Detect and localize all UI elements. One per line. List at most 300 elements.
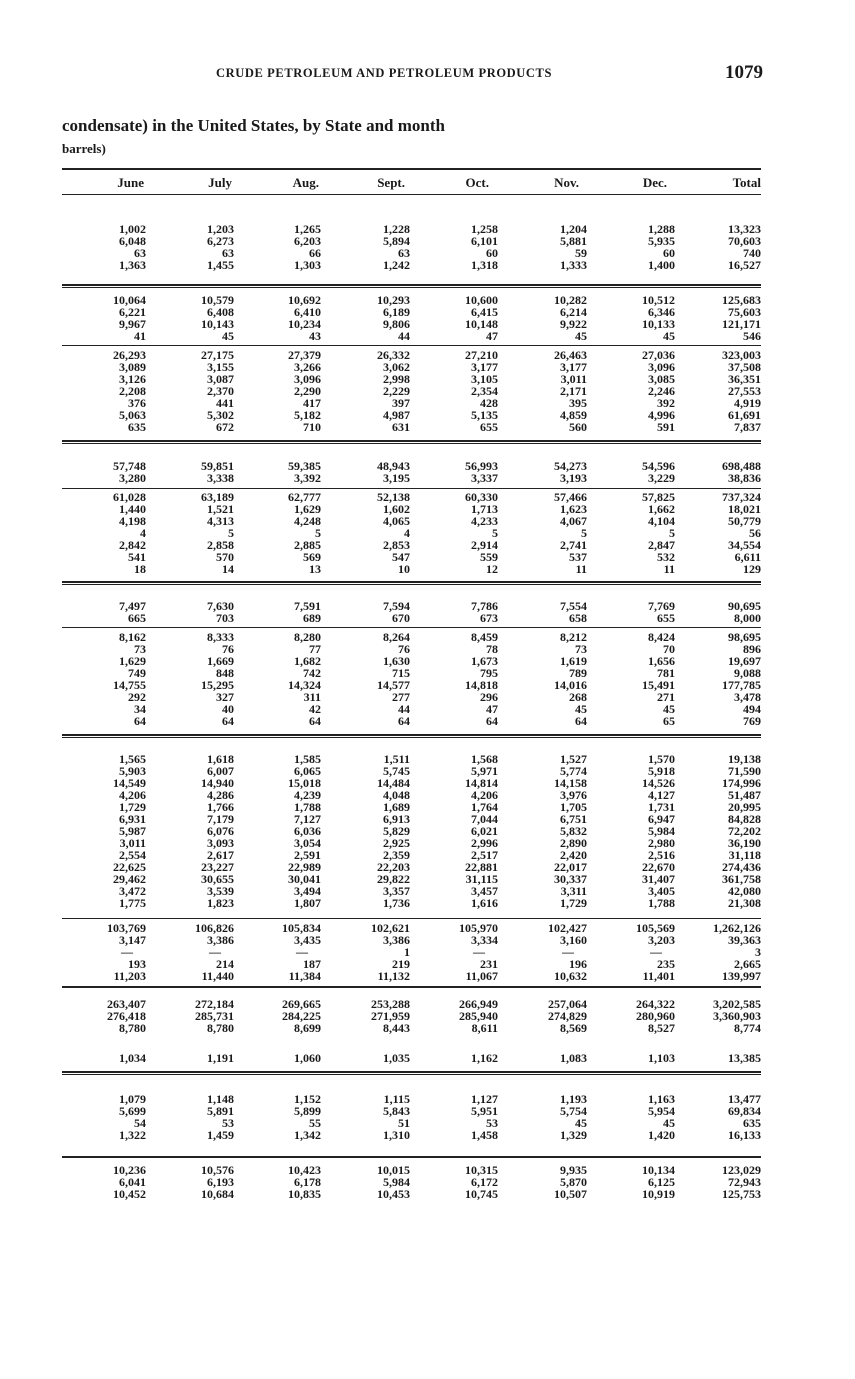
table-cell: 2,665 bbox=[734, 957, 761, 971]
table-cell: 6,021 bbox=[471, 824, 498, 838]
table-cell: 1,618 bbox=[207, 752, 234, 766]
table-cell: 53 bbox=[486, 1116, 498, 1130]
table-cell: 31,407 bbox=[642, 872, 675, 886]
table-cell: 10,600 bbox=[465, 293, 498, 307]
table-cell: 8,000 bbox=[734, 611, 761, 625]
table-cell: 2,246 bbox=[648, 384, 675, 398]
table-cell: 269,665 bbox=[282, 997, 321, 1011]
table-cell: 10,282 bbox=[554, 293, 587, 307]
table-cell: 6,203 bbox=[294, 234, 321, 248]
table-cell: 5,971 bbox=[471, 764, 498, 778]
section-rule bbox=[62, 345, 761, 346]
table-cell: 9,088 bbox=[734, 666, 761, 680]
section-rule bbox=[62, 627, 761, 628]
table-cell: 3,202,585 bbox=[713, 997, 761, 1011]
table-cell: 10,632 bbox=[554, 969, 587, 983]
table-cell: 673 bbox=[480, 611, 498, 625]
table-cell: 7,591 bbox=[294, 599, 321, 613]
table-cell: 13,385 bbox=[728, 1051, 761, 1065]
table-cell: 55 bbox=[309, 1116, 321, 1130]
table-row bbox=[62, 515, 761, 527]
table-cell: 7,837 bbox=[734, 420, 761, 434]
table-cell: 42,080 bbox=[728, 884, 761, 898]
table-cell: 3,105 bbox=[471, 372, 498, 386]
table-cell: 789 bbox=[569, 666, 587, 680]
table-cell: 8,212 bbox=[560, 630, 587, 644]
table-cell: 1,570 bbox=[648, 752, 675, 766]
table-cell: 3,085 bbox=[648, 372, 675, 386]
table-cell: 72,943 bbox=[728, 1175, 761, 1189]
table-cell: 66 bbox=[309, 246, 321, 260]
table-cell: 2,847 bbox=[648, 538, 675, 552]
table-cell: 272,184 bbox=[195, 997, 234, 1011]
table-cell: 3,093 bbox=[207, 836, 234, 850]
table-cell: — bbox=[473, 945, 485, 959]
table-cell: 10,452 bbox=[113, 1187, 146, 1201]
table-cell: 591 bbox=[657, 420, 675, 434]
table-cell: 16,527 bbox=[728, 258, 761, 272]
table-cell: 235 bbox=[657, 957, 675, 971]
table-cell: 54 bbox=[134, 1116, 146, 1130]
table-cell: 1,568 bbox=[471, 752, 498, 766]
table-cell: 257,064 bbox=[548, 997, 587, 1011]
table-cell: 1,191 bbox=[207, 1051, 234, 1065]
table-cell: 75,603 bbox=[728, 305, 761, 319]
table-cell: 6,346 bbox=[648, 305, 675, 319]
table-cell: 7,594 bbox=[383, 599, 410, 613]
table-cell: 10,315 bbox=[465, 1163, 498, 1177]
table-cell: 22,989 bbox=[288, 860, 321, 874]
column-header: Dec. bbox=[642, 175, 667, 190]
table-cell: 11,203 bbox=[113, 969, 146, 983]
table-cell: 3,494 bbox=[294, 884, 321, 898]
table-cell: 268 bbox=[569, 690, 587, 704]
table-cell: 2,998 bbox=[383, 372, 410, 386]
table-cell: 11,067 bbox=[465, 969, 498, 983]
table-cell: 5,954 bbox=[648, 1104, 675, 1118]
table-cell: 1,322 bbox=[119, 1128, 146, 1142]
table-cell: 13 bbox=[309, 562, 321, 576]
table-cell: 3,334 bbox=[471, 933, 498, 947]
table-cell: 6,221 bbox=[119, 305, 146, 319]
table-cell: 263,407 bbox=[107, 997, 146, 1011]
column-header: Total bbox=[732, 175, 761, 190]
table-cell: 37,508 bbox=[728, 360, 761, 374]
table-cell: 2,741 bbox=[560, 538, 587, 552]
table-cell: 1,511 bbox=[383, 752, 410, 766]
table-cell: 45 bbox=[575, 702, 587, 716]
table-cell: 27,553 bbox=[728, 384, 761, 398]
row-group bbox=[62, 600, 761, 624]
table-cell: 5 bbox=[492, 526, 498, 540]
table-cell: — bbox=[562, 945, 574, 959]
table-cell: 4,067 bbox=[560, 514, 587, 528]
table-cell: 795 bbox=[480, 666, 498, 680]
table-cell: 60,330 bbox=[465, 490, 498, 504]
table-cell: 69,834 bbox=[728, 1104, 761, 1118]
table-cell: 10,692 bbox=[288, 293, 321, 307]
table-cell: 6,410 bbox=[294, 305, 321, 319]
table-row bbox=[62, 551, 761, 563]
table-cell: 1,689 bbox=[383, 800, 410, 814]
table-cell: 36,351 bbox=[728, 372, 761, 386]
table-cell: 10,148 bbox=[465, 317, 498, 331]
table-cell: 129 bbox=[743, 562, 761, 576]
table-cell: 36,190 bbox=[728, 836, 761, 850]
table-cell: 560 bbox=[569, 420, 587, 434]
table-cell: 73 bbox=[134, 642, 146, 656]
table-cell: 5,903 bbox=[119, 764, 146, 778]
table-cell: 781 bbox=[657, 666, 675, 680]
table-cell: 54,596 bbox=[642, 459, 675, 473]
table-cell: 50,779 bbox=[728, 514, 761, 528]
table-cell: 1,083 bbox=[560, 1051, 587, 1065]
table-cell: 6,065 bbox=[294, 764, 321, 778]
table-cell: 11 bbox=[663, 562, 675, 576]
table-cell: 672 bbox=[216, 420, 234, 434]
table-cell: 1,318 bbox=[471, 258, 498, 272]
table-cell: 8,527 bbox=[648, 1021, 675, 1035]
row-group bbox=[62, 998, 761, 1034]
table-cell: 3,011 bbox=[560, 372, 587, 386]
table-cell: 22,670 bbox=[642, 860, 675, 874]
table-cell: 1,329 bbox=[560, 1128, 587, 1142]
table-cell: 4 bbox=[140, 526, 146, 540]
table-cell: 20,995 bbox=[728, 800, 761, 814]
table-cell: 5,891 bbox=[207, 1104, 234, 1118]
table-cell: 27,210 bbox=[465, 348, 498, 362]
table-cell: 4,233 bbox=[471, 514, 498, 528]
table-cell: 1,265 bbox=[294, 222, 321, 236]
table-row bbox=[62, 970, 761, 982]
section-rule bbox=[62, 284, 761, 286]
table-cell: 1,807 bbox=[294, 896, 321, 910]
table-cell: 18 bbox=[134, 562, 146, 576]
table-cell: 5,881 bbox=[560, 234, 587, 248]
column-header: Oct. bbox=[465, 175, 489, 190]
table-cell: 21,308 bbox=[728, 896, 761, 910]
table-cell: 559 bbox=[480, 550, 498, 564]
table-cell: 2,914 bbox=[471, 538, 498, 552]
table-cell: — bbox=[209, 945, 221, 959]
table-cell: 1,729 bbox=[119, 800, 146, 814]
table-cell: 1,682 bbox=[294, 654, 321, 668]
table-cell: 8,780 bbox=[119, 1021, 146, 1035]
table-cell: 59 bbox=[575, 246, 587, 260]
table-cell: 13,477 bbox=[728, 1092, 761, 1106]
table-cell: 6,273 bbox=[207, 234, 234, 248]
table-cell: 311 bbox=[303, 690, 321, 704]
table-cell: 3,472 bbox=[119, 884, 146, 898]
table-cell: 1,363 bbox=[119, 258, 146, 272]
table-cell: 10 bbox=[398, 562, 410, 576]
table-cell: 1,079 bbox=[119, 1092, 146, 1106]
table-cell: 6,947 bbox=[648, 812, 675, 826]
table-cell: 3,976 bbox=[560, 788, 587, 802]
table-cell: 2,370 bbox=[207, 384, 234, 398]
table-cell: 29,822 bbox=[377, 872, 410, 886]
table-cell: 219 bbox=[392, 957, 410, 971]
table-cell: 139,997 bbox=[722, 969, 761, 983]
table-cell: 670 bbox=[392, 611, 410, 625]
column-header: July bbox=[208, 175, 232, 190]
table-cell: 44 bbox=[398, 329, 410, 343]
table-cell: 1,823 bbox=[207, 896, 234, 910]
table-cell: 6,178 bbox=[294, 1175, 321, 1189]
table-cell: 3,392 bbox=[294, 471, 321, 485]
table-cell: 14,577 bbox=[377, 678, 410, 692]
table-cell: 15,295 bbox=[201, 678, 234, 692]
table-cell: 3,126 bbox=[119, 372, 146, 386]
table-cell: 1,619 bbox=[560, 654, 587, 668]
table-cell: 10,507 bbox=[554, 1187, 587, 1201]
table-cell: 31,118 bbox=[728, 848, 761, 862]
table-cell: 10,293 bbox=[377, 293, 410, 307]
row-group bbox=[62, 1052, 761, 1064]
table-cell: 3,011 bbox=[119, 836, 146, 850]
table-cell: 63 bbox=[398, 246, 410, 260]
table-cell: 9,935 bbox=[560, 1163, 587, 1177]
table-row bbox=[62, 421, 761, 433]
table-cell: 8,424 bbox=[648, 630, 675, 644]
table-cell: 48,943 bbox=[377, 459, 410, 473]
table-cell: 1,262,126 bbox=[713, 921, 761, 935]
table-cell: 1,459 bbox=[207, 1128, 234, 1142]
table-cell: 1,148 bbox=[207, 1092, 234, 1106]
table-cell: 71,590 bbox=[728, 764, 761, 778]
table-cell: 1,258 bbox=[471, 222, 498, 236]
table-cell: 41 bbox=[134, 329, 146, 343]
table-cell: 3,337 bbox=[471, 471, 498, 485]
row-group bbox=[62, 294, 761, 342]
table-cell: 1,127 bbox=[471, 1092, 498, 1106]
header-rule bbox=[62, 194, 761, 195]
table-cell: 1 bbox=[404, 945, 410, 959]
table-row bbox=[62, 612, 761, 624]
table-cell: 271,959 bbox=[371, 1009, 410, 1023]
table-cell: 4,248 bbox=[294, 514, 321, 528]
table-cell: 6,214 bbox=[560, 305, 587, 319]
table-cell: 1,623 bbox=[560, 502, 587, 516]
table-cell: 6,408 bbox=[207, 305, 234, 319]
table-cell: 6,041 bbox=[119, 1175, 146, 1189]
table-cell: 277 bbox=[392, 690, 410, 704]
table-cell: 5,832 bbox=[560, 824, 587, 838]
table-title: condensate) in the United States, by State and month bbox=[62, 116, 445, 135]
section-rule bbox=[62, 287, 761, 288]
section-rule bbox=[62, 737, 761, 738]
table-cell: 27,175 bbox=[201, 348, 234, 362]
table-cell: 5,063 bbox=[119, 408, 146, 422]
table-cell: 3,089 bbox=[119, 360, 146, 374]
table-cell: 4,859 bbox=[560, 408, 587, 422]
table-cell: 3,193 bbox=[560, 471, 587, 485]
table-cell: 569 bbox=[303, 550, 321, 564]
table-cell: 2,858 bbox=[207, 538, 234, 552]
table-cell: 16,133 bbox=[728, 1128, 761, 1142]
table-cell: 361,758 bbox=[722, 872, 761, 886]
table-cell: 10,423 bbox=[288, 1163, 321, 1177]
table-cell: 10,745 bbox=[465, 1187, 498, 1201]
table-cell: 8,611 bbox=[471, 1021, 498, 1035]
table-cell: 8,333 bbox=[207, 630, 234, 644]
table-cell: 14,016 bbox=[554, 678, 587, 692]
table-cell: 1,764 bbox=[471, 800, 498, 814]
column-header: Sept. bbox=[377, 175, 405, 190]
table-cell: 22,881 bbox=[465, 860, 498, 874]
table-cell: 8,162 bbox=[119, 630, 146, 644]
table-cell: 6,611 bbox=[734, 550, 761, 564]
table-cell: 7,786 bbox=[471, 599, 498, 613]
table-cell: 14 bbox=[222, 562, 234, 576]
table-cell: 63 bbox=[134, 246, 146, 260]
section-rule bbox=[62, 1074, 761, 1075]
table-cell: 532 bbox=[657, 550, 675, 564]
table-cell: 655 bbox=[480, 420, 498, 434]
table-cell: 23,227 bbox=[201, 860, 234, 874]
table-cell: 174,996 bbox=[722, 776, 761, 790]
table-cell: 10,453 bbox=[377, 1187, 410, 1201]
table-cell: 1,204 bbox=[560, 222, 587, 236]
table-cell: 253,288 bbox=[371, 997, 410, 1011]
table-cell: 4,239 bbox=[294, 788, 321, 802]
table-cell: 64 bbox=[575, 714, 587, 728]
table-cell: 284,225 bbox=[282, 1009, 321, 1023]
table-cell: 14,324 bbox=[288, 678, 321, 692]
table-cell: 5,774 bbox=[560, 764, 587, 778]
table-row bbox=[62, 897, 761, 909]
table-cell: 541 bbox=[128, 550, 146, 564]
table-cell: 2,890 bbox=[560, 836, 587, 850]
table-cell: 4,987 bbox=[383, 408, 410, 422]
table-cell: 76 bbox=[398, 642, 410, 656]
table-cell: 1,788 bbox=[294, 800, 321, 814]
table-cell: 6,931 bbox=[119, 812, 146, 826]
table-cell: 292 bbox=[128, 690, 146, 704]
table-cell: 3,435 bbox=[294, 933, 321, 947]
table-cell: 10,015 bbox=[377, 1163, 410, 1177]
row-group bbox=[62, 491, 761, 575]
table-cell: 635 bbox=[128, 420, 146, 434]
table-cell: 376 bbox=[128, 396, 146, 410]
table-row bbox=[62, 563, 761, 575]
table-cell: 6,076 bbox=[207, 824, 234, 838]
table-cell: 5,984 bbox=[383, 1175, 410, 1189]
table-row bbox=[62, 1022, 761, 1034]
table-cell: 848 bbox=[216, 666, 234, 680]
table-cell: 30,337 bbox=[554, 872, 587, 886]
table-cell: 121,171 bbox=[722, 317, 761, 331]
table-cell: 1,203 bbox=[207, 222, 234, 236]
column-header: June bbox=[117, 175, 144, 190]
table-cell: 57,825 bbox=[642, 490, 675, 504]
table-row bbox=[62, 1105, 761, 1117]
table-cell: 1,333 bbox=[560, 258, 587, 272]
section-rule bbox=[62, 488, 761, 489]
table-cell: 214 bbox=[216, 957, 234, 971]
section-rule bbox=[62, 918, 761, 919]
table-cell: 90,695 bbox=[728, 599, 761, 613]
table-cell: 1,521 bbox=[207, 502, 234, 516]
table-cell: 193 bbox=[128, 957, 146, 971]
table-cell: 2,171 bbox=[560, 384, 587, 398]
table-cell: 665 bbox=[128, 611, 146, 625]
table-cell: 740 bbox=[743, 246, 761, 260]
table-cell: 6,913 bbox=[383, 812, 410, 826]
table-cell: 1,400 bbox=[648, 258, 675, 272]
table-cell: 78 bbox=[486, 642, 498, 656]
table-cell: 3,096 bbox=[294, 372, 321, 386]
table-cell: 327 bbox=[216, 690, 234, 704]
table-cell: 266,949 bbox=[459, 997, 498, 1011]
table-cell: 1,288 bbox=[648, 222, 675, 236]
table-cell: 689 bbox=[303, 611, 321, 625]
table-cell: 264,322 bbox=[636, 997, 675, 1011]
table-cell: 10,143 bbox=[201, 317, 234, 331]
table-cell: 749 bbox=[128, 666, 146, 680]
table-cell: 3,160 bbox=[560, 933, 587, 947]
table-cell: 15,491 bbox=[642, 678, 675, 692]
table-cell: 274,829 bbox=[548, 1009, 587, 1023]
table-cell: 395 bbox=[569, 396, 587, 410]
table-row bbox=[62, 1188, 761, 1200]
table-row bbox=[62, 235, 761, 247]
table-cell: 4,286 bbox=[207, 788, 234, 802]
table-row bbox=[62, 691, 761, 703]
table-cell: 1,002 bbox=[119, 222, 146, 236]
table-cell: 64 bbox=[309, 714, 321, 728]
table-row bbox=[62, 703, 761, 715]
table-cell: 14,526 bbox=[642, 776, 675, 790]
table-cell: 14,484 bbox=[377, 776, 410, 790]
table-cell: 274,436 bbox=[722, 860, 761, 874]
table-cell: 27,036 bbox=[642, 348, 675, 362]
table-cell: 2,591 bbox=[294, 848, 321, 862]
table-cell: 1,775 bbox=[119, 896, 146, 910]
table-cell: 1,629 bbox=[119, 654, 146, 668]
table-cell: 2,925 bbox=[383, 836, 410, 850]
table-cell: 1,242 bbox=[383, 258, 410, 272]
table-cell: 9,806 bbox=[383, 317, 410, 331]
table-cell: 26,332 bbox=[377, 348, 410, 362]
table-cell: 10,579 bbox=[201, 293, 234, 307]
section-rule bbox=[62, 584, 761, 585]
table-cell: 1,630 bbox=[383, 654, 410, 668]
table-cell: 125,683 bbox=[722, 293, 761, 307]
table-cell: 1,766 bbox=[207, 800, 234, 814]
table-cell: 53 bbox=[222, 1116, 234, 1130]
table-cell: 698,488 bbox=[722, 459, 761, 473]
table-cell: 1,310 bbox=[383, 1128, 410, 1142]
table-cell: 896 bbox=[743, 642, 761, 656]
table-cell: 1,705 bbox=[560, 800, 587, 814]
table-cell: 3,203 bbox=[648, 933, 675, 947]
table-cell: 14,818 bbox=[465, 678, 498, 692]
table-cell: 1,565 bbox=[119, 752, 146, 766]
table-cell: 72,202 bbox=[728, 824, 761, 838]
row-group bbox=[62, 1093, 761, 1141]
table-cell: 13,323 bbox=[728, 222, 761, 236]
table-cell: 5,870 bbox=[560, 1175, 587, 1189]
table-cell: 1,736 bbox=[383, 896, 410, 910]
table-cell: 397 bbox=[392, 396, 410, 410]
table-cell: 6,036 bbox=[294, 824, 321, 838]
table-cell: 3,386 bbox=[207, 933, 234, 947]
table-cell: 5 bbox=[228, 526, 234, 540]
table-cell: 4,104 bbox=[648, 514, 675, 528]
table-cell: 45 bbox=[663, 702, 675, 716]
table-row bbox=[62, 472, 761, 484]
